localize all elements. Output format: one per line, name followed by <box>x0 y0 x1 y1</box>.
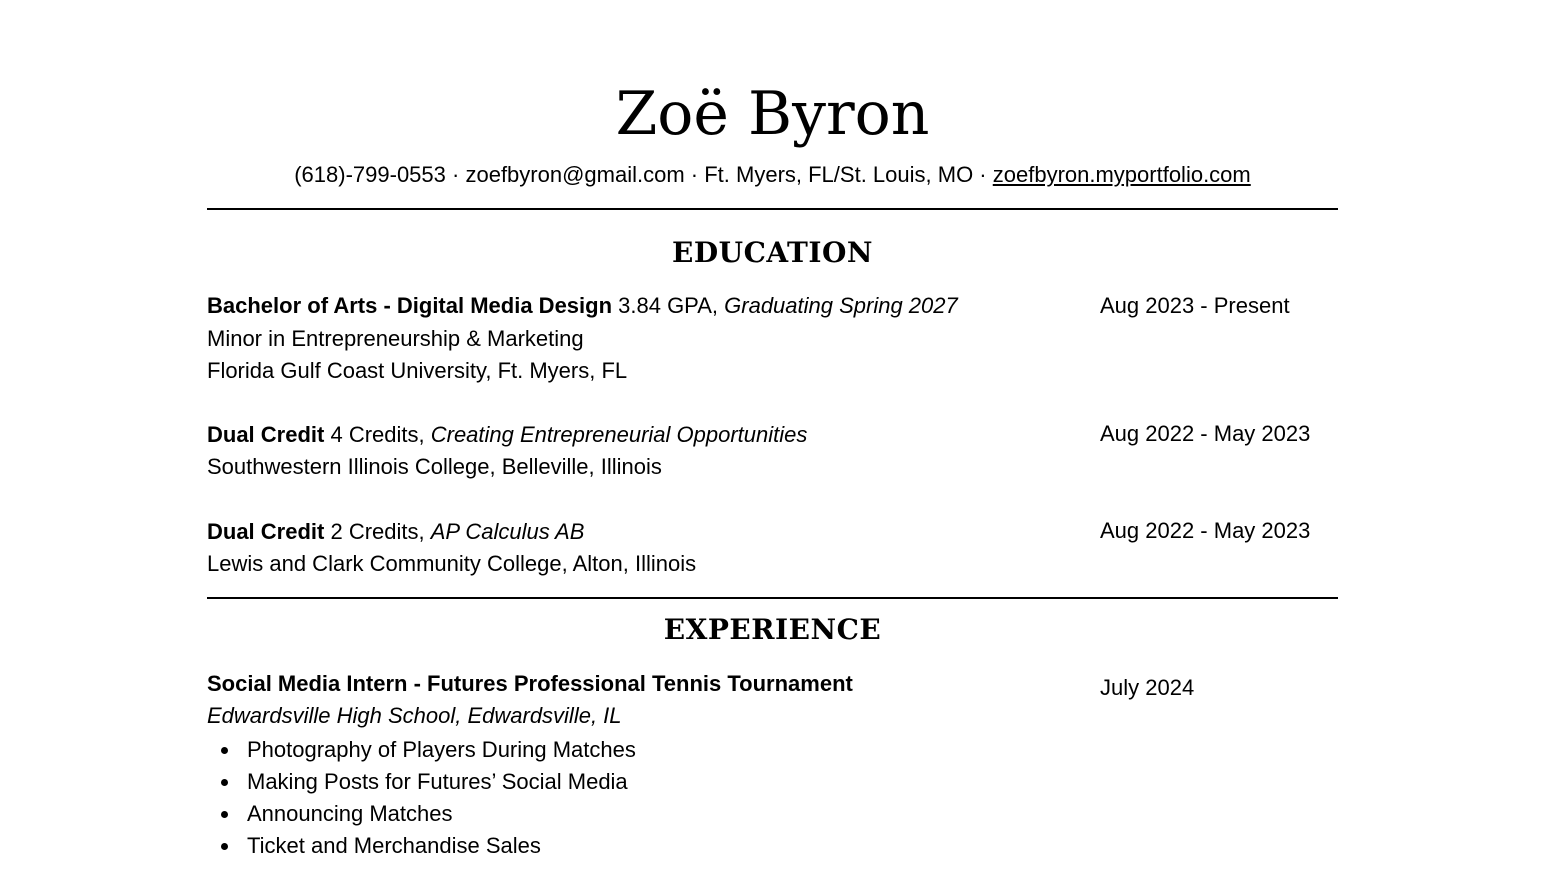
degree-detail-italic: Graduating Spring 2027 <box>724 293 958 318</box>
bullet-text: Ticket and Merchandise Sales <box>247 833 541 858</box>
phone-number: (618)-799-0553 <box>294 162 446 187</box>
header-divider <box>207 208 1338 210</box>
degree-detail: 3.84 GPA, <box>612 293 725 318</box>
degree-title: Dual Credit <box>207 519 325 544</box>
education-entry-1-school: Florida Gulf Coast University, Ft. Myers, FL <box>207 358 628 383</box>
section-divider <box>207 597 1338 599</box>
education-entry-1-title <box>207 291 958 321</box>
degree-detail: 2 Credits, <box>324 519 431 544</box>
degree-detail-italic: Creating Entrepreneurial Opportunities <box>430 422 808 447</box>
education-entry-3-school: Lewis and Clark Community College, Alton, Illinois <box>207 551 697 576</box>
bullet-icon <box>221 779 228 786</box>
education-entry-3-date: Aug 2022 - May 2023 <box>1100 518 1311 543</box>
resume-name: Zoë Byron <box>615 79 930 149</box>
contact-separator: · <box>973 162 993 187</box>
experience-heading: EXPERIENCE <box>663 613 882 646</box>
experience-bullet-list <box>207 734 636 862</box>
experience-date: July 2024 <box>1100 675 1195 700</box>
list-item <box>207 734 636 766</box>
list-item <box>207 830 636 862</box>
contact-separator: · <box>445 162 466 187</box>
experience-role: Social Media Intern - Futures Professional Tennis Tournament <box>207 671 853 696</box>
bullet-icon <box>221 747 228 754</box>
degree-title: Dual Credit <box>207 422 325 447</box>
bullet-text: Making Posts for Futures’ Social Media <box>247 769 628 794</box>
bullet-text: Announcing Matches <box>247 801 453 826</box>
degree-title: Bachelor of Arts - Digital Media Design <box>207 293 613 318</box>
contact-line <box>0 160 1545 190</box>
bullet-icon <box>221 843 228 850</box>
degree-detail: 4 Credits, <box>324 422 431 447</box>
list-item <box>207 766 636 798</box>
experience-organization: Edwardsville High School, Edwardsville, IL <box>207 703 622 728</box>
education-entry-1-date: Aug 2023 - Present <box>1100 293 1290 318</box>
education-heading: EDUCATION <box>672 236 873 269</box>
list-item <box>207 798 636 830</box>
education-entry-3-title <box>207 517 584 547</box>
bullet-text: Photography of Players During Matches <box>247 737 636 762</box>
contact-separator: · <box>684 162 705 187</box>
education-entry-1-minor: Minor in Entrepreneurship & Marketing <box>207 326 584 351</box>
degree-detail-italic: AP Calculus AB <box>430 519 585 544</box>
education-entry-2-date: Aug 2022 - May 2023 <box>1100 421 1311 446</box>
email-address: zoefbyron@gmail.com <box>465 162 685 187</box>
education-entry-2-title <box>207 420 807 450</box>
education-entry-2-school: Southwestern Illinois College, Belleville, Illinois <box>207 454 662 479</box>
location: Ft. Myers, FL/St. Louis, MO <box>704 162 974 187</box>
bullet-icon <box>221 811 228 818</box>
portfolio-link[interactable]: zoefbyron.myportfolio.com <box>992 162 1251 187</box>
